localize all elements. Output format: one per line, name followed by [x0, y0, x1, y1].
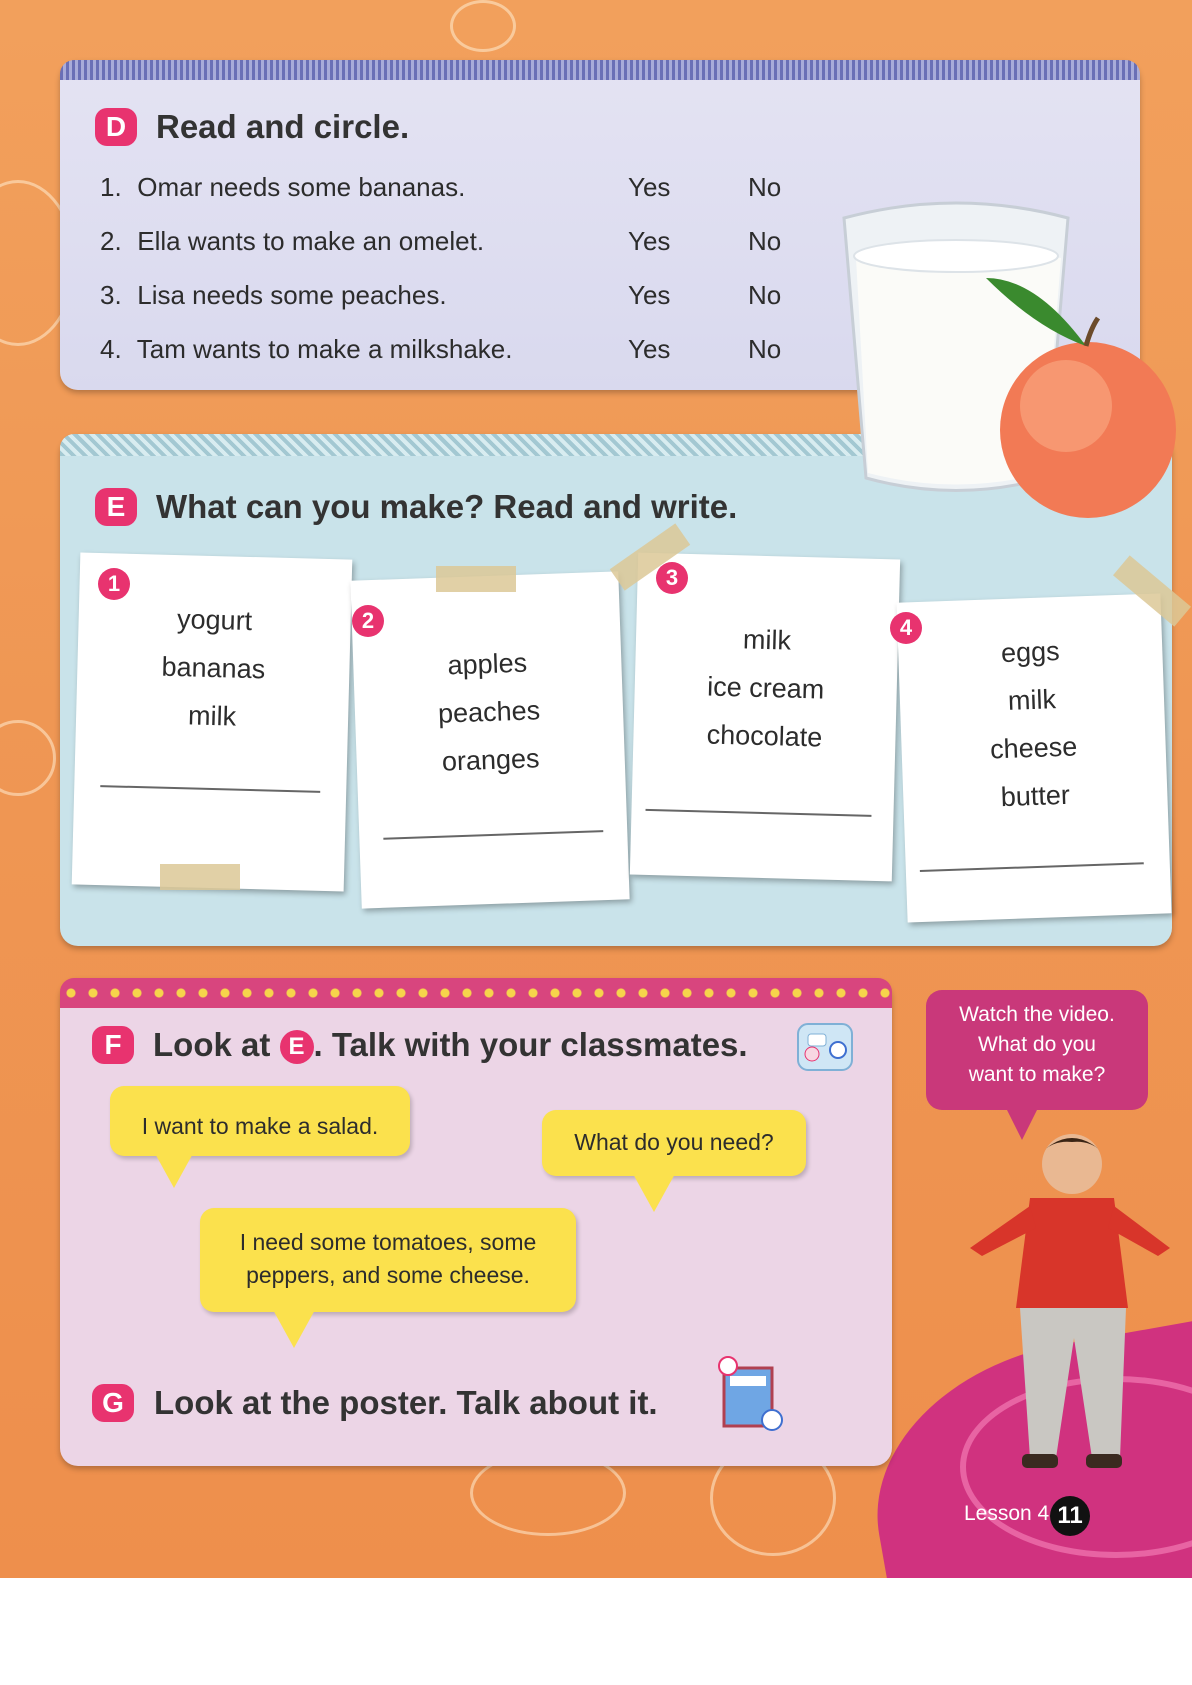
poster-icon [716, 1354, 786, 1434]
card-item: eggs [1000, 636, 1061, 669]
card-item: yogurt [176, 604, 253, 637]
card-items [898, 623, 1169, 824]
food-card [630, 553, 900, 882]
exercise-e-reference-badge: E [280, 1030, 314, 1064]
panel-stripe [60, 978, 892, 1008]
card-number: 2 [352, 605, 384, 637]
bubble-tail [272, 1308, 316, 1348]
panel-stripe [60, 434, 880, 456]
item-text: Lisa needs some peaches. [137, 280, 447, 310]
title-text: Look at [153, 1026, 271, 1063]
card-item: milk [1007, 684, 1057, 716]
exercise-g-badge: G [92, 1384, 134, 1422]
title-text: . Talk with your classmates. [313, 1026, 748, 1063]
tape-strip [436, 566, 516, 592]
answer-line[interactable] [100, 785, 320, 793]
exercise-d-title: Read and circle. [156, 108, 410, 145]
bubble-tail [632, 1172, 676, 1212]
no-option[interactable]: No [748, 226, 782, 256]
item-text: Tam wants to make a milkshake. [136, 334, 513, 364]
item-number: 2. [100, 226, 122, 256]
panel-stripe [60, 60, 1140, 80]
speech-bubble [542, 1110, 806, 1176]
card-item: milk [742, 624, 792, 656]
card-number: 3 [656, 562, 688, 594]
card-item: bananas [161, 651, 266, 685]
card-item: peaches [437, 695, 541, 729]
exercise-d-item [100, 226, 484, 257]
background-doodle [450, 0, 516, 52]
bubble-tail [152, 1148, 196, 1188]
glass-of-milk-icon [836, 178, 1192, 538]
item-text: Omar needs some bananas. [137, 172, 466, 202]
answer-line[interactable] [383, 830, 603, 840]
exercise-e-badge: E [95, 488, 137, 526]
exercise-d-item [100, 172, 465, 203]
no-option[interactable]: No [748, 334, 782, 364]
card-number: 4 [890, 612, 922, 644]
exercise-d-item [100, 280, 447, 311]
video-prompt-bubble[interactable] [926, 990, 1148, 1110]
card-item: chocolate [706, 719, 823, 753]
item-number: 1. [100, 172, 122, 202]
card-items [353, 635, 626, 788]
speech-bubble [200, 1208, 576, 1312]
card-items [76, 592, 352, 743]
item-number: 3. [100, 280, 122, 310]
exercise-f-title [153, 1026, 748, 1064]
page-number: 11 [1050, 1496, 1090, 1536]
no-option[interactable]: No [748, 172, 782, 202]
bubble-text: I want to make a salad. [141, 1113, 379, 1139]
card-item: butter [1000, 779, 1071, 813]
card-number: 1 [98, 568, 130, 600]
exercise-d-badge: D [95, 108, 137, 146]
boy-shrugging-photo [960, 1128, 1180, 1478]
bubble-text: peppers, and some cheese. [246, 1262, 530, 1288]
video-prompt-line: want to make? [968, 1063, 1106, 1086]
no-option[interactable]: No [748, 280, 782, 310]
card-items [633, 613, 899, 764]
background-doodle [0, 720, 56, 796]
exercise-d-item [100, 334, 512, 365]
yes-option[interactable]: Yes [628, 172, 671, 202]
bubble-text: What do you need? [574, 1129, 774, 1155]
yes-option[interactable]: Yes [628, 280, 671, 310]
exercise-f-badge: F [92, 1026, 134, 1064]
card-item: apples [447, 647, 528, 681]
yes-option[interactable]: Yes [628, 226, 671, 256]
food-card [72, 552, 353, 891]
card-item: milk [187, 700, 237, 732]
card-item: oranges [441, 743, 540, 777]
lesson-label: Lesson 4 [964, 1502, 1050, 1525]
speech-bubble [110, 1086, 410, 1156]
video-prompt-line: Watch the video. [959, 1003, 1115, 1026]
card-item: cheese [989, 731, 1078, 765]
yes-option[interactable]: Yes [628, 334, 671, 364]
tape-strip [160, 864, 240, 890]
talk-icon [796, 1022, 854, 1072]
bubble-text: I need some tomatoes, some [239, 1229, 537, 1255]
answer-line[interactable] [920, 862, 1144, 872]
card-item: ice cream [706, 671, 825, 705]
exercise-e-title: What can you make? Read and write. [156, 488, 738, 525]
food-card [896, 593, 1171, 922]
video-prompt-line: What do you [978, 1033, 1096, 1056]
food-card [350, 571, 629, 908]
item-text: Ella wants to make an omelet. [137, 226, 485, 256]
answer-line[interactable] [646, 809, 872, 817]
exercise-g-title: Look at the poster. Talk about it. [154, 1384, 658, 1421]
item-number: 4. [100, 334, 122, 364]
